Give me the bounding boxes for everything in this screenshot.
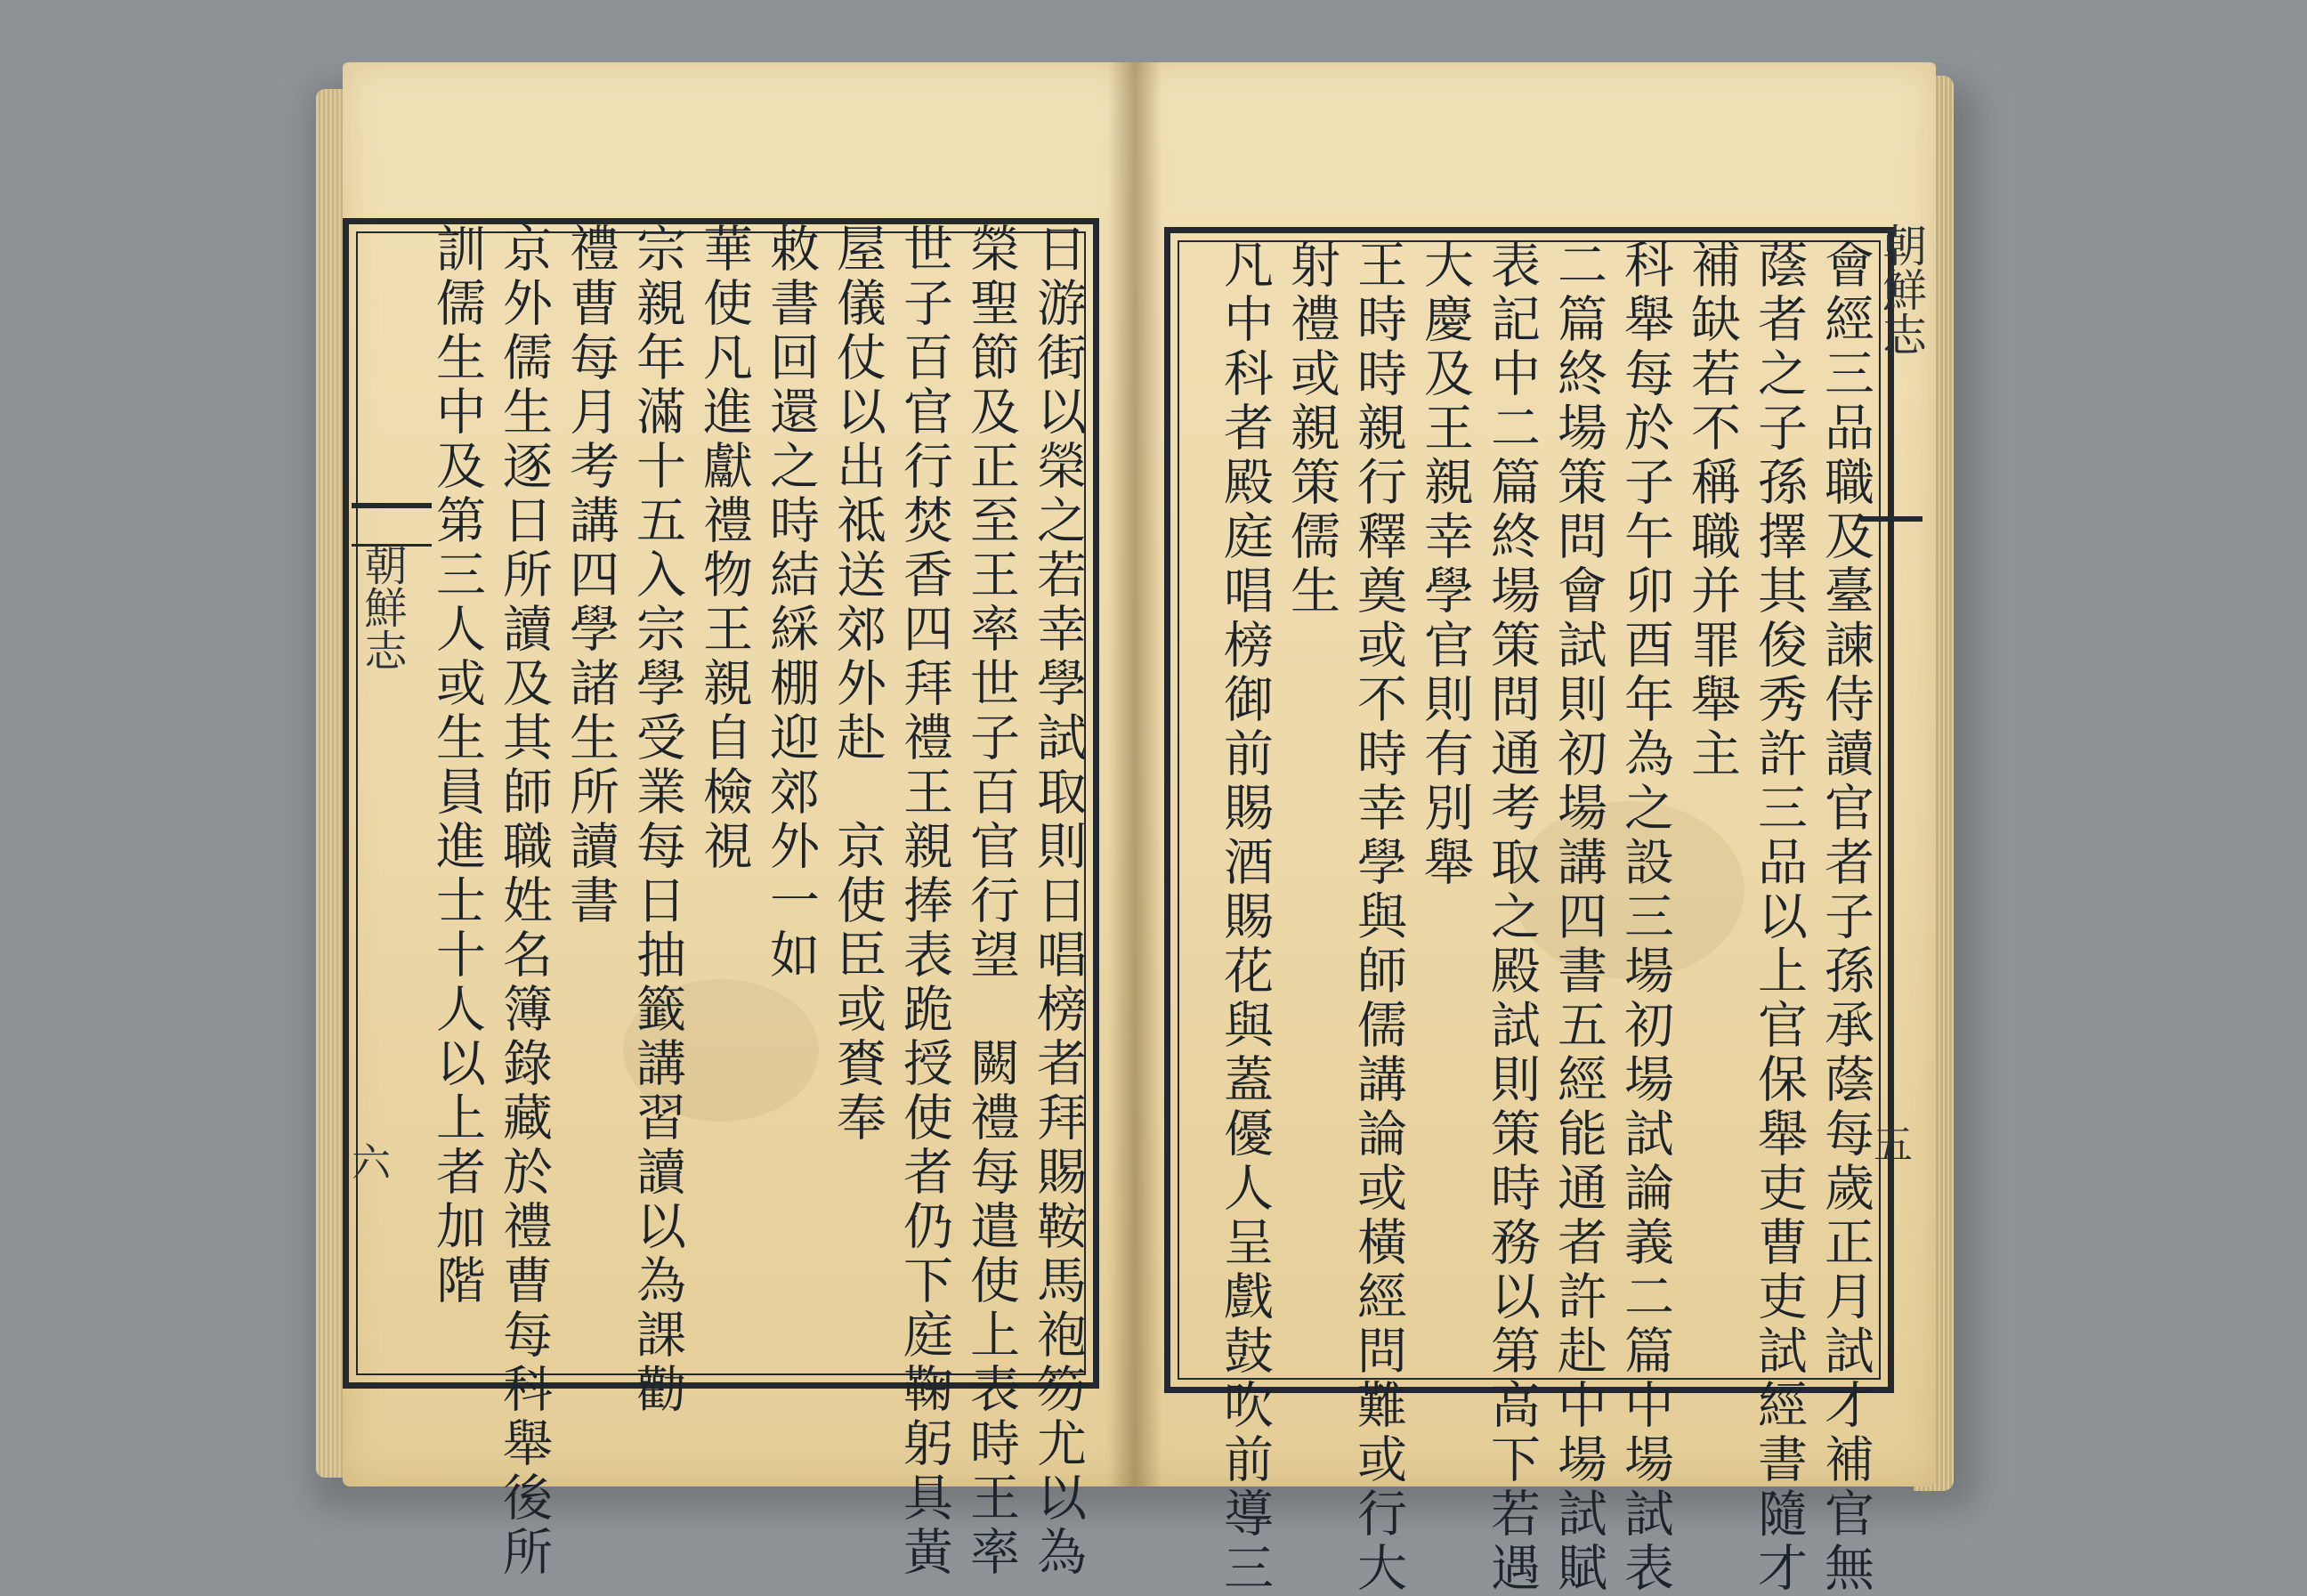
- right-column-6: 表記中二篇終場策問通考取之殿試則策時務以第高下若遇: [1483, 239, 1541, 1596]
- left-column-1: 日游街以榮之若幸學試取則日唱榜者拜賜鞍馬袍笏尤以為: [1029, 223, 1087, 1580]
- left-column-2: 榮聖節及正至王率世子百官行望 闕禮每遣使上表時王率: [962, 223, 1020, 1580]
- right-column-4: 科舉每於子午卯酉年為之設三場初場試論義二篇中場試表: [1616, 239, 1674, 1596]
- left-column-5: 敕書回還之時結綵棚迎郊外一如: [762, 223, 820, 983]
- left-column-3: 世子百官行焚香四拜禮王親捧表跪授使者仍下庭鞠躬具黃: [895, 223, 953, 1580]
- right-column-5: 二篇終場策問會試則初場講四書五經能通者許赴中場試賦: [1550, 239, 1607, 1596]
- right-column-8: 王時時親行釋奠或不時幸學與師儒講論或橫經問難或行大: [1349, 239, 1407, 1596]
- book-gutter: [1108, 62, 1162, 1487]
- left-column-10: 訓儒生中及第三人或生員進士十人以上者加階: [428, 223, 486, 1308]
- left-column-7: 宗親年滿十五入宗學受業每日抽籤講習讀以為課勸: [628, 223, 686, 1417]
- left-fish-tail-mark: [352, 503, 432, 547]
- right-column-1: 會經三品職及臺諫侍讀官者子孫承蔭每歲正月試才補官無: [1817, 239, 1874, 1596]
- right-column-10: 凡中科者殿庭唱榜御前賜酒賜花與蓋優人呈戲鼓吹前導三: [1216, 239, 1274, 1596]
- left-column-8: 禮曹每月考講四學諸生所讀書: [562, 223, 619, 928]
- right-column-9: 射禮或親策儒生: [1283, 239, 1340, 619]
- right-column-3: 補缺若不稱職并罪舉主: [1683, 239, 1741, 782]
- right-column-7: 大慶及王親幸學官則有別舉: [1416, 239, 1474, 890]
- left-column-9: 京外儒生逐日所讀及其師職姓名簿錄藏於禮曹每科舉後所: [495, 223, 553, 1580]
- right-page-number: 五: [1874, 1122, 1913, 1168]
- right-margin-title: 朝鮮志: [1875, 223, 1927, 356]
- left-column-4: 屋儀仗以出祗送郊外赴 京使臣或賚奉: [829, 223, 886, 1146]
- left-margin-title: 朝鮮志: [357, 543, 407, 671]
- left-page-number: 六: [352, 1140, 391, 1186]
- left-column-6: 華使凡進獻禮物王親自檢視: [695, 223, 753, 874]
- right-column-2: 蔭者之子孫擇其俊秀許三品以上官保舉吏曹吏試經書隨才: [1750, 239, 1808, 1596]
